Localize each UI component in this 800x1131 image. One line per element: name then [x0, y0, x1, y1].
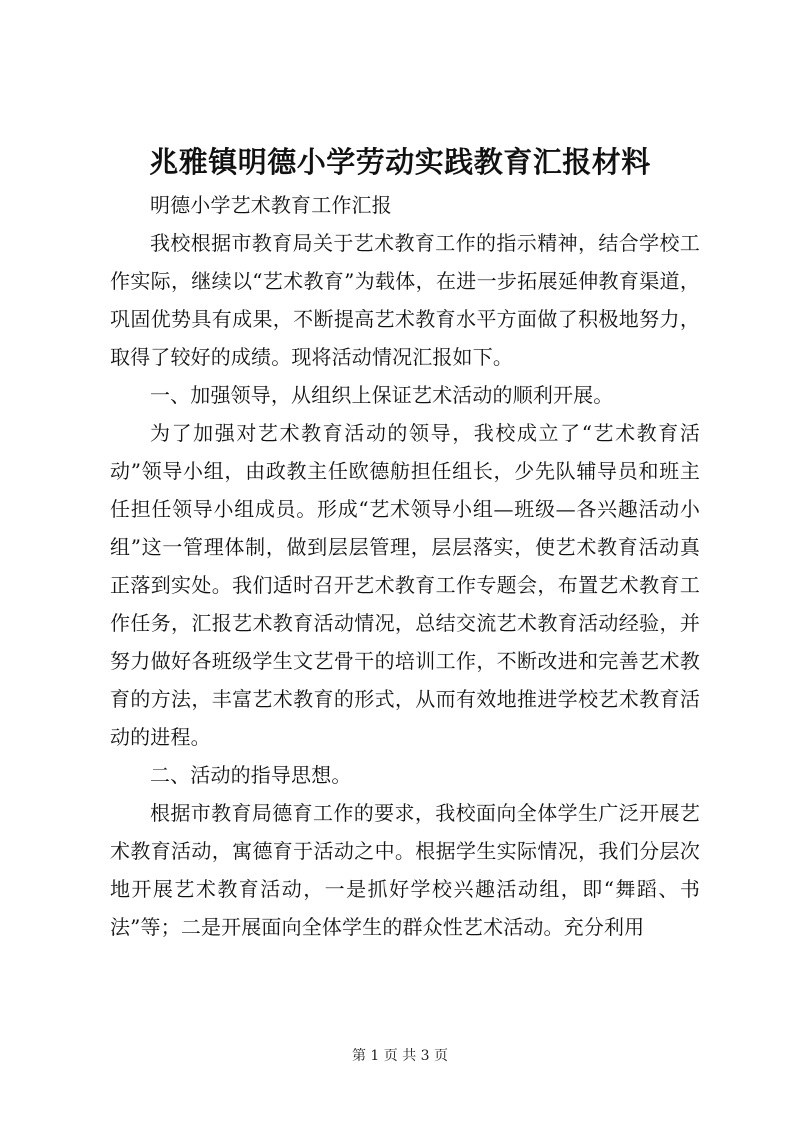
section-2-paragraph: 根据市教育局德育工作的要求，我校面向全体学生广泛开展艺术教育活动，寓德育于活动之中。根据学生实际情况，我们分层次地开展艺术教育活动，一是抓好学校兴趣活动组，即“舞蹈、书法”等；二是开展面向全体学生的群众性艺术活动。充分利用 — [110, 801, 700, 939]
section-heading-1: 一、加强领导，从组织上保证艺术活动的顺利开展。 — [150, 383, 614, 407]
page-number-footer: 第 1 页 共 3 页 — [351, 1048, 449, 1064]
section-heading-2: 二、活动的指导思想。 — [150, 763, 352, 787]
document-body — [110, 186, 700, 946]
intro-paragraph: 我校根据市教育局关于艺术教育工作的指示精神，结合学校工作实际，继续以“艺术教育”为载体，在进一步拓展延伸教育渠道，巩固优势具有成果，不断提高艺术教育水平方面做了积极地努力，取得了较好的成绩。现将活动情况汇报如下。 — [110, 231, 700, 369]
section-1-paragraph: 为了加强对艺术教育活动的领导，我校成立了“艺术教育活动”领导小组，由政教主任欧德舫担任组长，少先队辅导员和班主任担任领导小组成员。形成“艺术领导小组—班级—各兴趣活动小组”这一管理体制，做到层层管理，层层落实，使艺术教育活动真正落到实处。我们适时召开艺术教育工作专题会，布置艺术教育工作任务，汇报艺术教育活动情况，总结交流艺术教育活动经验，并努力做好各班级学生文艺骨干的培训工作，不断改进和完善艺术教育的方法，丰富艺术教育的形式，从而有效地推进学校艺术教育活动的进程。 — [110, 421, 700, 749]
subtitle-paragraph: 明德小学艺术教育工作汇报 — [150, 193, 392, 217]
document-title: 兆雅镇明德小学劳动实践教育汇报材料 — [149, 145, 651, 179]
